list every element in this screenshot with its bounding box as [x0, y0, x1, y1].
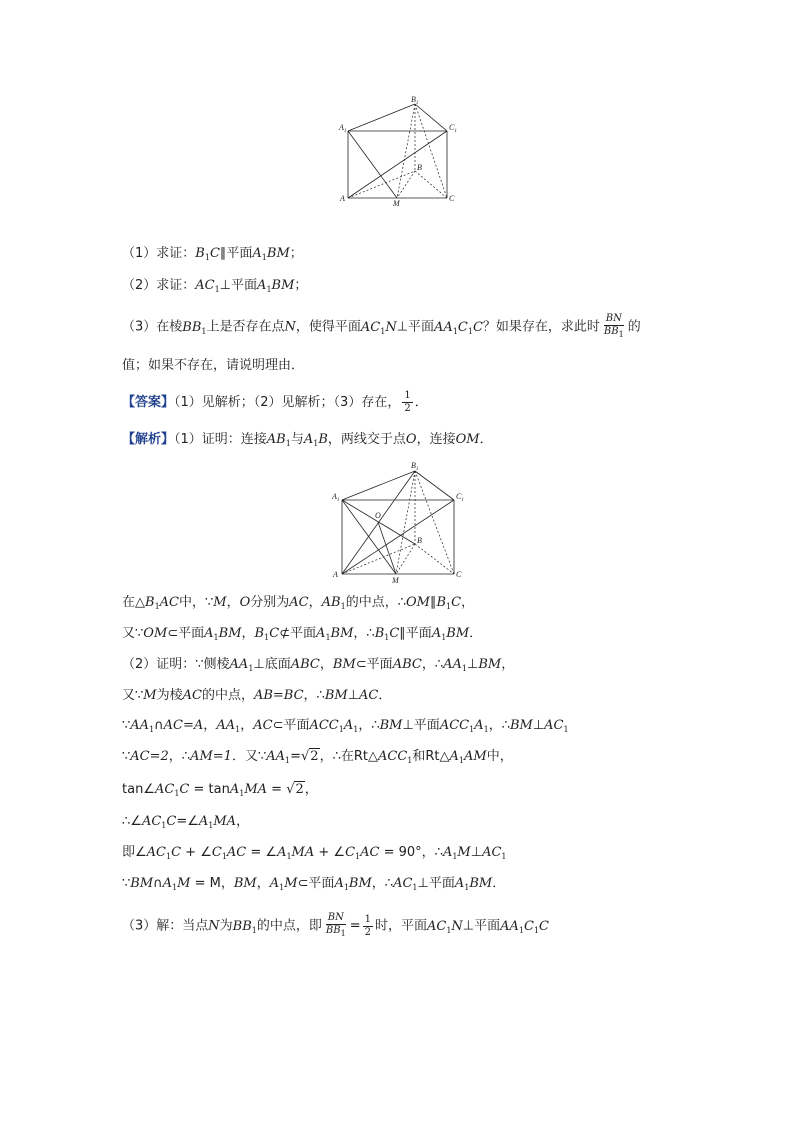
solution-line-11: （3）解：当点N为$BB_1$的中点，即 $\frac{BN}{BB_1}$ = $\frac{1}{2}$ 时，平面$AC_1N\perp$平面$AA_1C_1C$ — [122, 912, 549, 938]
analysis-line: 【解析】（1）证明：连接$AB_1$与$A_1B$，两线交于点O，连接OM． — [122, 432, 493, 448]
label-b: B — [417, 163, 422, 172]
label-b1: $B_1$ — [411, 461, 419, 472]
answer-line: 【答案】（1）见解析；（2）见解析；（3）存在， $\frac{1}{2}$ ． — [122, 390, 428, 414]
label-a: A — [333, 570, 338, 579]
question-3: （3）在棱$BB_1$上是否存在点N，使得平面$AC_1N\perp$平面$AA_1C_1C$？如果存在，求此时 $\frac{BN}{BB_1}$ 的 — [122, 313, 641, 339]
solution-line-3: （2）证明：∵侧棱$AA_1\perp$底面ABC，BM⊂平面ABC，$\therefore AA_1\perp BM$， — [122, 657, 515, 673]
label-o: O — [375, 511, 381, 520]
segment-a-c1 — [348, 131, 447, 198]
question-3-line2: 值；如果不存在，请说明理由． — [122, 358, 305, 373]
label-c: C — [456, 570, 462, 579]
solution-line-1: 在$\triangle B_1AC$中，∵M，O分别为AC，$AB_1$的中点，$\therefore OM\parallel B_1C$， — [122, 595, 475, 611]
segment-b1-m — [397, 104, 415, 198]
prism-figure-2 — [326, 458, 476, 586]
solution-line-4: 又∵M为棱AC的中点，AB=BC，∴BM⊥AC． — [122, 688, 392, 703]
solution-line-10: $\because BM\cap A_1M = M$，BM，$A_1M\subset$平面$A_1BM$，$\therefore AC_1\perp$平面$A_1BM$． — [122, 876, 506, 892]
prism-figure-1 — [335, 92, 470, 207]
solution-line-9: 即$\angle AC_1C$ + $\angle C_1AC$ = $\angle A_1MA$ + $\angle C_1AC = 90^\circ$，$\therefore A_1M\perp AC_1$ — [122, 845, 507, 861]
edge-b1-c1 — [415, 104, 447, 131]
label-b: B — [417, 536, 422, 545]
segment-a1-m — [348, 131, 397, 198]
label-a1: $A_1$ — [332, 492, 340, 503]
label-m: M — [392, 576, 399, 585]
label-b1: $B_1$ — [411, 95, 419, 106]
question-2: （2）求证：$AC_1\perp$平面$A_1BM$； — [122, 278, 308, 294]
label-a: A — [340, 194, 345, 203]
label-c: C — [449, 194, 455, 203]
solution-line-5: $\because AA_1\cap AC=A$，$AA_1$，AC⊂平面$ACC_1A_1$，∴BM⊥平面$ACC_1A_1$，$\therefore BM\perp AC_1$ — [122, 718, 569, 734]
label-c1: $C_1$ — [449, 123, 457, 134]
label-a1: $A_1$ — [339, 123, 347, 134]
question-1: （1）求证：$B_1C\parallel$平面$A_1BM$； — [122, 246, 303, 262]
edge-a1-b1 — [348, 104, 415, 131]
segment-b1-c — [415, 104, 447, 198]
solution-line-8: $\therefore\angle AC_1C=\angle A_1MA$， — [122, 814, 250, 830]
solution-line-2: 又∵OM⊂平面$A_1BM$，$B_1C⊄$平面$A_1BM$，$\therefore B_1C\parallel$平面$A_1BM$． — [122, 626, 483, 642]
solution-line-7: $\tan\angle AC_1C = \tan A_1MA = √2$， — [122, 782, 318, 798]
label-m: M — [393, 199, 400, 207]
solution-line-6: ∵AC=2，∴AM=1．又$\because AA_1=√2$，∴在$Rt\triangle ACC_1$和$Rt\triangle A_1AM$中， — [122, 749, 513, 765]
label-c1: $C_1$ — [456, 492, 464, 503]
